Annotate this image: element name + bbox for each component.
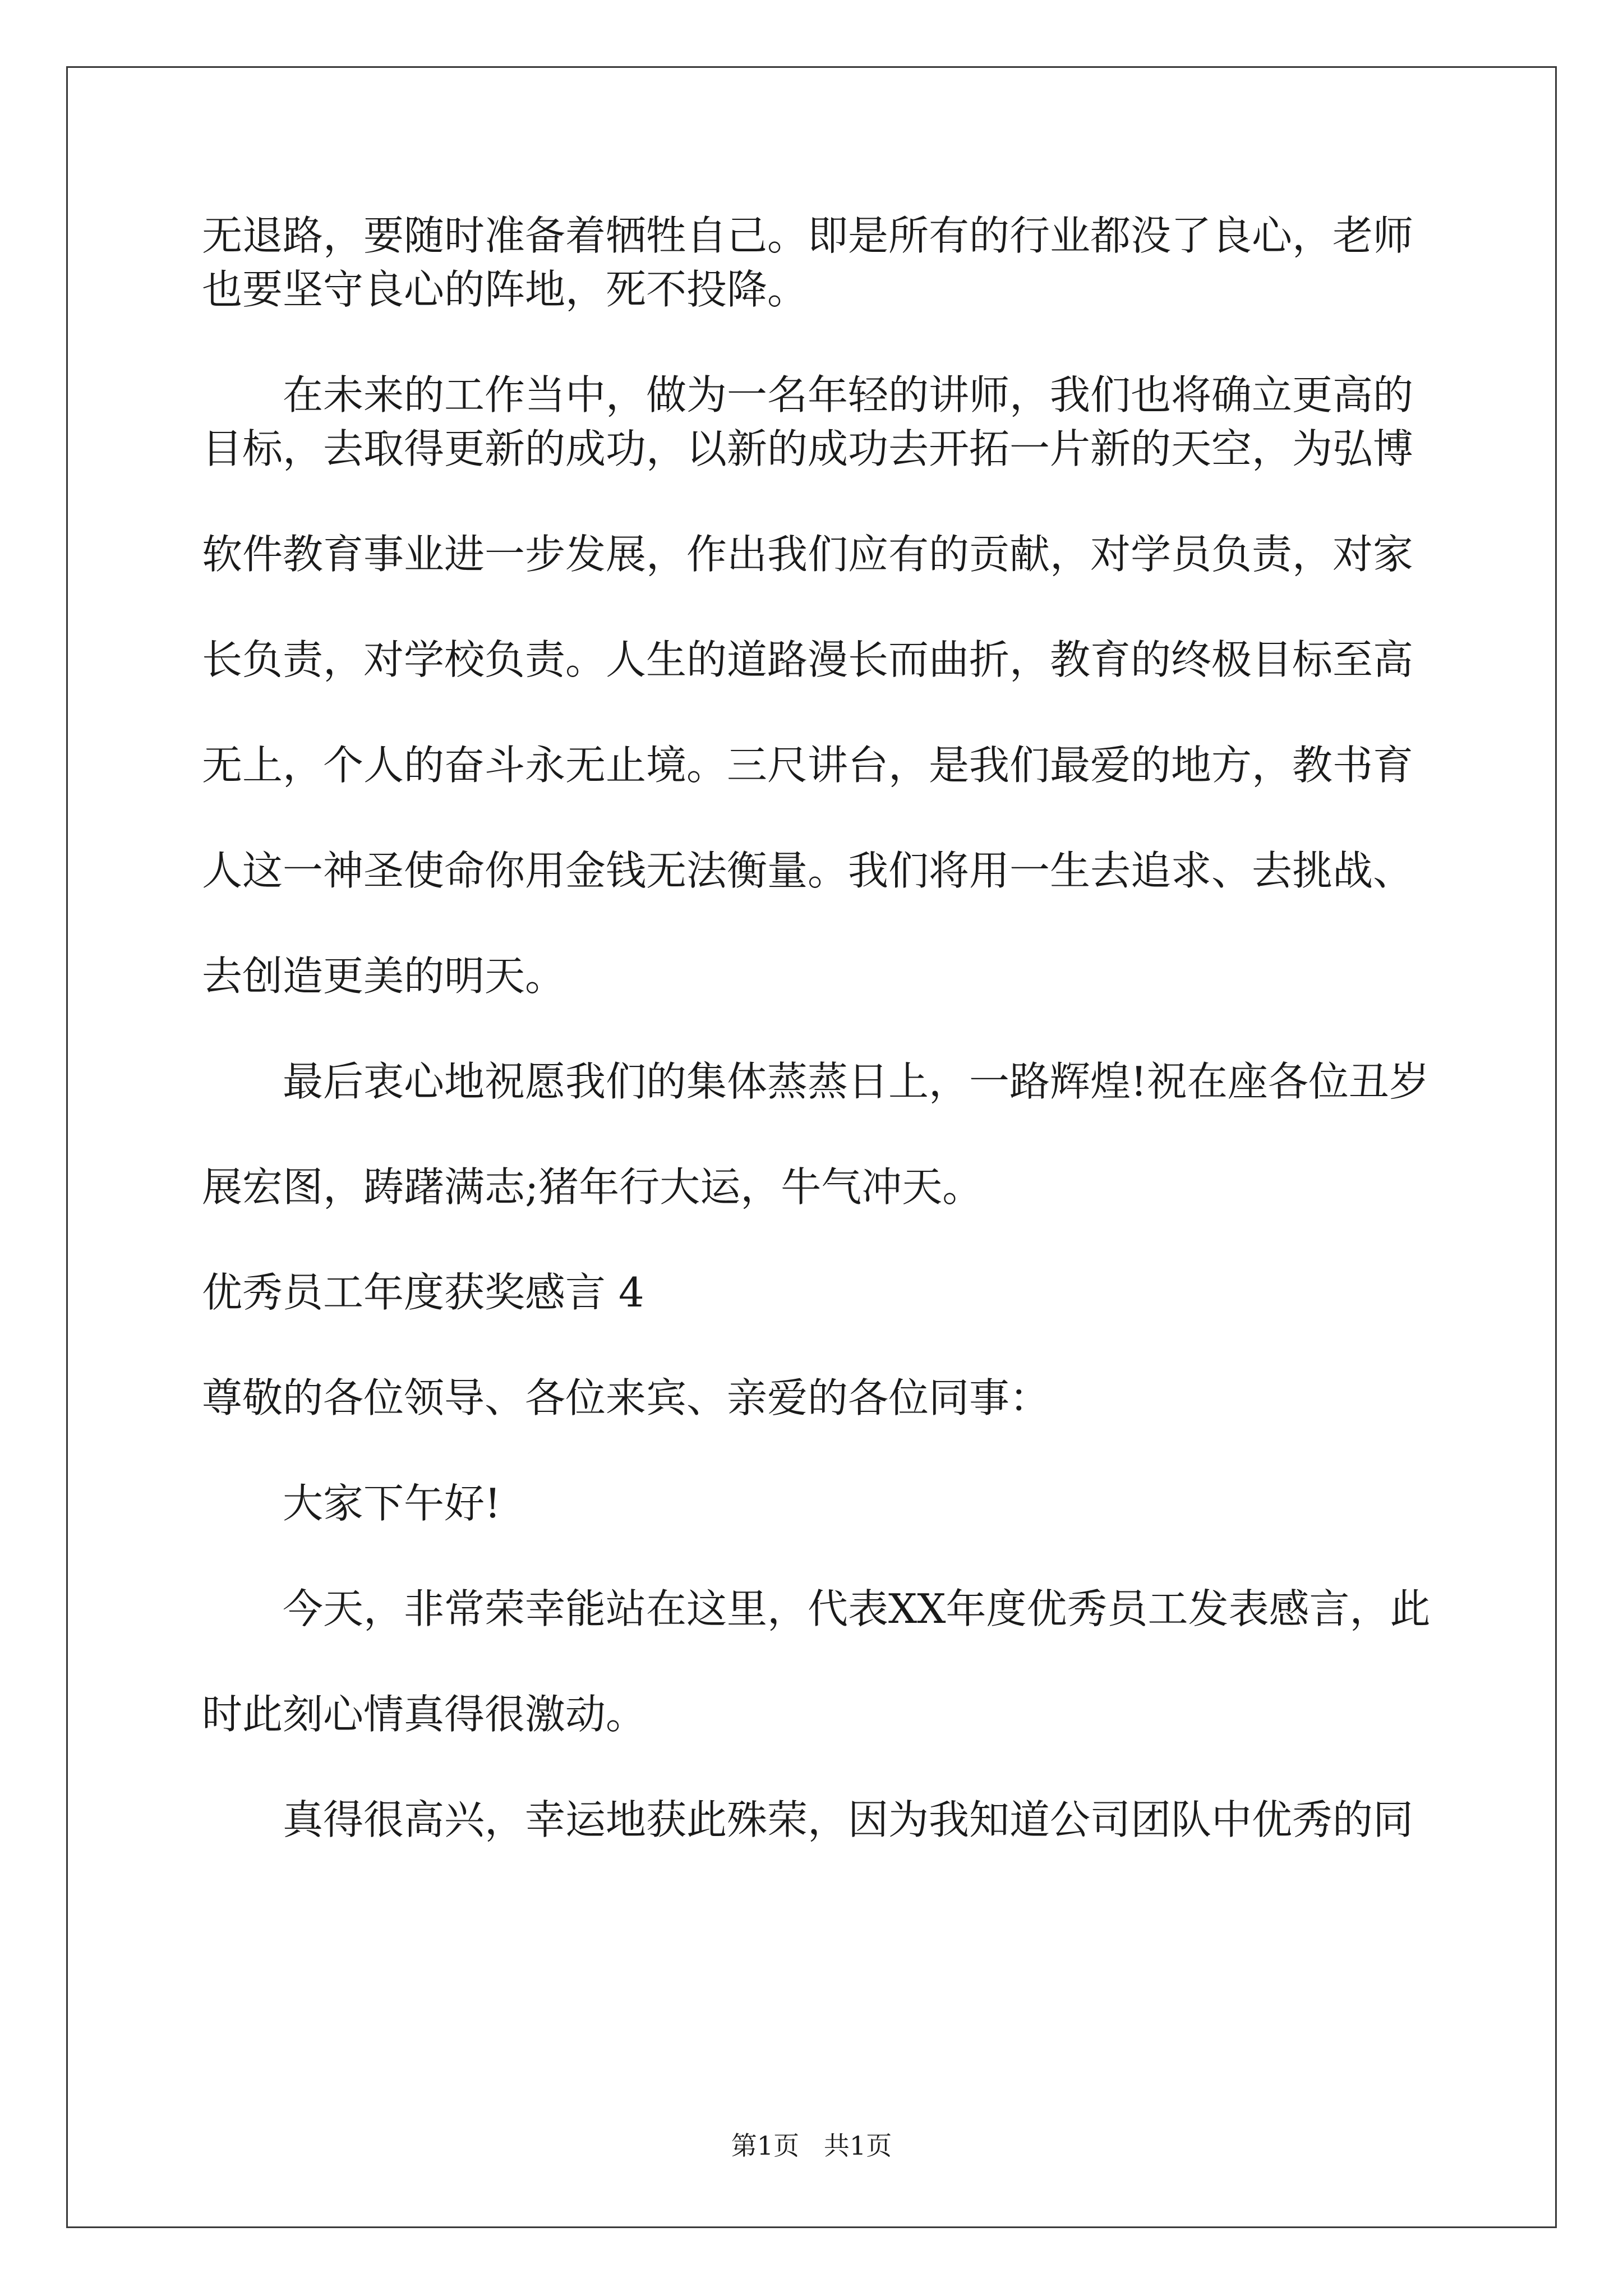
text-line: 人这一神圣使命你用金钱无法衡量。我们将用一生去追求、去挑战、 xyxy=(202,847,1414,894)
text-line: 也要坚守良心的阵地，死不投降。 xyxy=(202,266,808,313)
section-heading: 优秀员工年度获奖感言 4 xyxy=(202,1269,644,1316)
text-line: 在未来的工作当中，做为一名年轻的讲师，我们也将确立更高的 xyxy=(283,371,1414,418)
greeting: 大家下午好! xyxy=(283,1480,501,1527)
text-line: 软件教育事业进一步发展，作出我们应有的贡献，对学员负责，对家 xyxy=(202,531,1414,578)
text-line: 最后衷心地祝愿我们的集体蒸蒸日上，一路辉煌!祝在座各位丑岁 xyxy=(283,1058,1430,1105)
text-line: 展宏图，踌躇满志;猪年行大运，牛气冲天。 xyxy=(202,1163,983,1211)
text-line: 无上，个人的奋斗永无止境。三尺讲台，是我们最爱的地方，教书育 xyxy=(202,742,1414,789)
text-line: 去创造更美的明天。 xyxy=(202,953,566,1000)
text-line: 无退路，要随时准备着牺牲自己。即是所有的行业都没了良心，老师 xyxy=(202,212,1414,259)
text-line: 真得很高兴，幸运地获此殊荣，因为我知道公司团队中优秀的同 xyxy=(283,1796,1414,1843)
text-line: 今天，非常荣幸能站在这里，代表XX年度优秀员工发表感言，此 xyxy=(283,1585,1431,1632)
page-footer: 第1页 共1页 xyxy=(731,2131,892,2161)
text-line: 长负责，对学校负责。人生的道路漫长而曲折，教育的终极目标至高 xyxy=(202,636,1414,683)
text-line: 时此刻心情真得很激动。 xyxy=(202,1691,647,1738)
text-line: 目标，去取得更新的成功，以新的成功去开拓一片新的天空，为弘博 xyxy=(202,425,1414,472)
document-body xyxy=(202,209,1430,1847)
salutation: 尊敬的各位领导、各位来宾、亲爱的各位同事： xyxy=(202,1374,1050,1421)
